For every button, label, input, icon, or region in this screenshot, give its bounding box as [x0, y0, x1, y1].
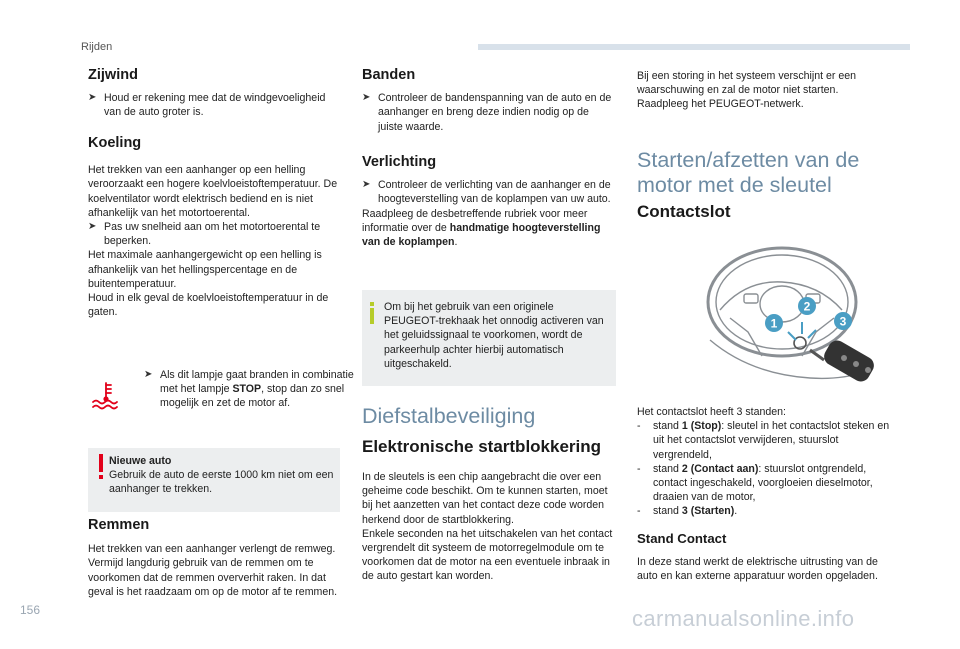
callout-2	[798, 297, 816, 315]
contactslot-title: Contactslot	[637, 202, 731, 221]
stand-contact-text: In deze stand werkt de elektrische uitrusting van de auto en kan externe apparatuur worden opgeladen.	[637, 556, 878, 583]
verlichting-title: Verlichting	[362, 154, 437, 170]
info-text: Om bij het gebruik van een originele PEUGEOT-trekhaak het onnodig activeren van het geluidssignaal te voorkomen, wordt de parkeerhulp achter hierbij automatisch uitgeschakeld.	[384, 301, 604, 370]
section-verlichting	[362, 155, 616, 249]
koeling-title: Koeling	[88, 135, 142, 151]
coolant-temperature-icon	[90, 380, 122, 412]
info-box	[362, 290, 616, 386]
lamp-note-text: ➤ Als dit lampje gaat branden in combinatie met het lampje STOP, stop dan zo snel mogelijk en zet de motor af.	[144, 369, 354, 410]
standen-intro: Het contactslot heeft 3 standen:	[637, 406, 786, 418]
section-banden	[362, 68, 616, 134]
banden-bullet: ➤ Controleer de bandenspanning van de auto en de aanhanger en breng deze indien nodig op de juiste waarde.	[362, 92, 612, 133]
triangle-bullet-icon: ➤	[362, 92, 371, 104]
verlichting-bullet: ➤ Controleer de verlichting van de aanhanger en de hoogteverstelling van de koplampen van uw auto.	[362, 179, 611, 206]
section-diefstal	[362, 404, 616, 584]
storing-text: Bij een storing in het systeem verschijnt er een waarschuwing en zal de motor niet starten. Raadpleeg het PEUGEOT-netwerk.	[637, 70, 857, 111]
exclamation-warning-icon	[96, 454, 106, 480]
verlichting-para: Raadpleeg de desbetreffende rubriek voor meer informatie over de handmatige hoogteverstelling van de koplampen.	[362, 207, 601, 249]
banden-title: Banden	[362, 67, 416, 83]
koeling-para-2: Het maximale aanhangergewicht op een helling is afhankelijk van het hellingspercentage en de buitentemperatuur.	[88, 249, 322, 290]
ignition-illustration	[690, 240, 890, 398]
koeling-para-1: Het trekken van een aanhanger op een helling veroorzaakt een hogere koelvloeistoftemperatuur. De koelventilator wordt elektrisch bediend en is niet afhankelijk van het motortoerental.	[88, 164, 338, 219]
diefstal-para-1: In de sleutels is een chip aangebracht die over een geheime code beschikt. Om te kunnen starten, moet bij het aanzetten van het contact deze code worden herkend door de startblokkering.	[362, 471, 608, 526]
zijwind-bullet: ➤ Houd er rekening mee dat de windgevoeligheid van de auto groter is.	[88, 92, 326, 119]
svg-text:3: 3	[839, 314, 847, 329]
warning-box	[88, 448, 340, 512]
triangle-bullet-icon: ➤	[144, 369, 153, 380]
warning-text: Gebruik de auto de eerste 1000 km niet om een aanhanger te trekken.	[109, 469, 334, 496]
section-koeling	[88, 136, 340, 319]
section-stand-contact	[637, 532, 891, 584]
stand-3: - stand 3 (Starten).	[637, 505, 738, 518]
remmen-text: Het trekken van een aanhanger verlengt de remweg. Vermijd langdurig gebruik van de remmen om te voorkomen dat de remmen oververhit raken. In dat geval is het raadzaam om op de motor af te remmen.	[88, 543, 338, 598]
triangle-bullet-icon: ➤	[88, 92, 97, 104]
stand-1: - stand 1 (Stop): sleutel in het contactslot steken en uit het contactslot verwijderen, stuurslot vergrendeld,	[637, 420, 890, 461]
starten-title: Starten/afzetten van de motor met de sleutel	[637, 148, 860, 197]
triangle-bullet-icon: ➤	[88, 221, 97, 233]
triangle-bullet-icon: ➤	[362, 179, 371, 191]
stand-contact-title: Stand Contact	[637, 531, 727, 546]
callout-3	[834, 312, 852, 330]
diefstal-para-2: Enkele seconden na het uitschakelen van het contact vergrendelt dit systeem de motorregelmodule om te voorkomen dat de motor na een eventuele inbraak in de auto gestart kan worden.	[362, 527, 613, 583]
callout-1	[765, 314, 783, 332]
diefstal-title: Diefstalbeveiliging	[362, 404, 536, 428]
svg-text:1: 1	[770, 316, 778, 331]
section-label: Rijden	[81, 41, 113, 53]
koeling-para-3: Houd in elk geval de koelvloeistoftemperatuur in de gaten.	[88, 292, 329, 319]
remmen-title: Remmen	[88, 517, 150, 533]
header-bar	[478, 44, 910, 50]
page-number: 156	[20, 603, 41, 617]
info-marker-icon	[369, 302, 375, 324]
startblokkering-title: Elektronische startblokkering	[362, 437, 602, 456]
watermark: carmanualsonline.info	[632, 606, 855, 631]
zijwind-title: Zijwind	[88, 67, 138, 83]
svg-text:2: 2	[803, 299, 811, 314]
koeling-bullet: ➤ Pas uw snelheid aan om het motortoerental te beperken.	[88, 221, 321, 248]
warning-title: Nieuwe auto	[109, 455, 172, 467]
section-remmen	[88, 518, 340, 599]
stand-2: - stand 2 (Contact aan): stuurslot ontgrendeld, contact ingeschakeld, voorgloeien dieselmotor, draaien van de motor,	[637, 462, 873, 504]
section-zijwind	[88, 68, 340, 120]
standen-list	[637, 405, 891, 519]
key-fob-icon	[810, 337, 877, 385]
